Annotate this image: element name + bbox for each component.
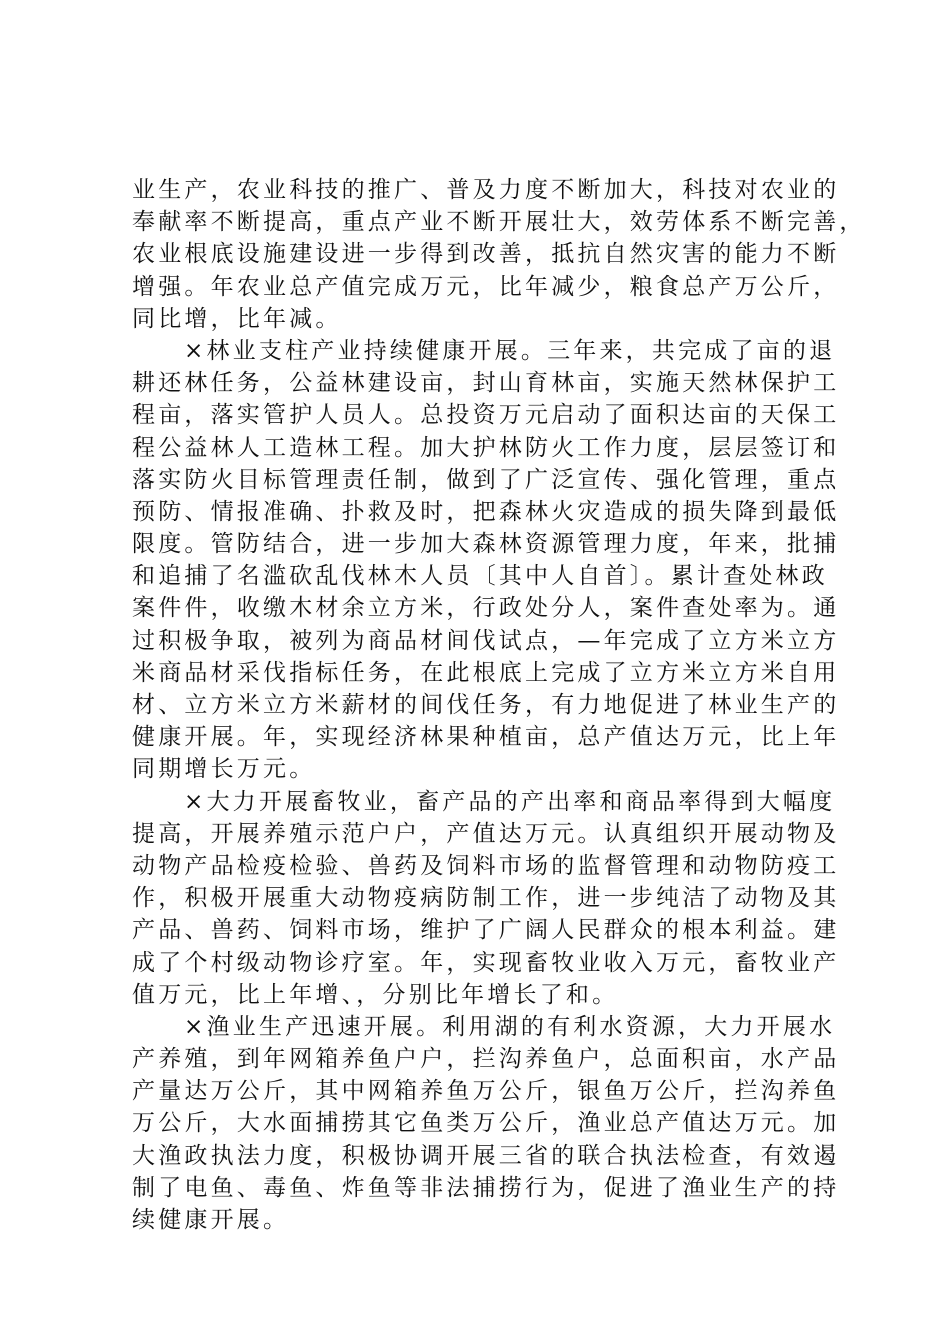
text-line: 续健康开展。 — [132, 1207, 290, 1233]
paragraph-start-livestock: ×大力开展畜牧业，畜产品的产出率和商品率得到大幅度 — [184, 788, 836, 815]
text-line: 和追捕了名滥砍乱伐林木人员〔其中人自首〕。累计查处林政 — [132, 563, 828, 590]
text-line: 提高，开展养殖示范户户，产值达万元。认真组织开展动物及 — [132, 820, 840, 847]
text-line: 业生产，农业科技的推广、普及力度不断加大，科技对农业的 — [132, 177, 840, 203]
text-line: 增强。年农业总产值完成万元，比年减少，粮食总产万公斤， — [132, 273, 840, 300]
text-line: 值万元，比上年增、，分别比年增长了和。 — [132, 981, 619, 1008]
text-line: 限度。管防结合，进一步加大森林资源管理力度，年来，批捕 — [132, 531, 840, 558]
text-line: 制了电鱼、毒鱼、炸鱼等非法捕捞行为，促进了渔业生产的持 — [132, 1174, 840, 1201]
text-line: 过积极争取，被列为商品材间伐试点，—年完成了立方米立方 — [132, 627, 840, 654]
text-line: 预防、情报准确、扑救及时，把森林火灾造成的损失降到最低 — [132, 498, 840, 525]
text-line: 材、立方米立方米薪材的间伐任务，有力地促进了林业生产的 — [132, 692, 840, 718]
text-line: 案件件，收缴木材余立方米，行政处分人，案件查处率为。通 — [132, 595, 840, 622]
text-line: 大渔政执法力度，积极协调开展三省的联合执法检查，有效遏 — [132, 1142, 840, 1169]
text-line: 成了个村级动物诊疗室。年，实现畜牧业收入万元，畜牧业产 — [132, 949, 840, 976]
text-line: 程亩，落实管护人员人。总投资万元启动了面积达亩的天保工 — [132, 402, 840, 429]
text-line: 同期增长万元。 — [132, 756, 316, 783]
text-line: 产品、兽药、饲料市场，维护了广阔人民群众的根本利益。建 — [132, 917, 840, 944]
text-line: 程公益林人工造林工程。加大护林防火工作力度，层层签订和 — [132, 434, 840, 461]
text-line: 健康开展。年，实现经济林果种植亩，总产值达万元，比上年 — [132, 724, 840, 751]
text-line: 产养殖，到年网箱养鱼户户，拦沟养鱼户，总面积亩，水产品 — [132, 1046, 840, 1073]
text-line: 同比增，比年减。 — [132, 305, 342, 332]
paragraph-start-fishery: ×渔业生产迅速开展。利用湖的有利水资源，大力开展水 — [184, 1013, 836, 1040]
text-line: 耕还林任务，公益林建设亩，封山育林亩，实施天然林保护工 — [132, 370, 840, 397]
text-line: 米商品材采伐指标任务，在此根底上完成了立方米立方米自用 — [132, 659, 840, 686]
body-text — [132, 174, 866, 1236]
text-line: 奉献率不断提高，重点产业不断开展壮大，效劳体系不断完善， — [132, 209, 866, 236]
text-line: 万公斤，大水面捕捞其它鱼类万公斤，渔业总产值达万元。加 — [132, 1110, 840, 1137]
text-line: 动物产品检疫检验、兽药及饲料市场的监督管理和动物防疫工 — [132, 852, 840, 879]
paragraph-start-forestry: ×林业支柱产业持续健康开展。三年来，共完成了亩的退 — [184, 337, 836, 364]
text-line: 作，积极开展重大动物疫病防制工作，进一步纯洁了动物及其 — [132, 885, 840, 912]
text-line: 落实防火目标管理责任制，做到了广泛宣传、强化管理，重点 — [132, 466, 840, 493]
text-line: 产量达万公斤，其中网箱养鱼万公斤，银鱼万公斤，拦沟养鱼 — [132, 1078, 840, 1105]
text-line: 农业根底设施建设进一步得到改善，抵抗自然灾害的能力不断 — [132, 241, 840, 268]
